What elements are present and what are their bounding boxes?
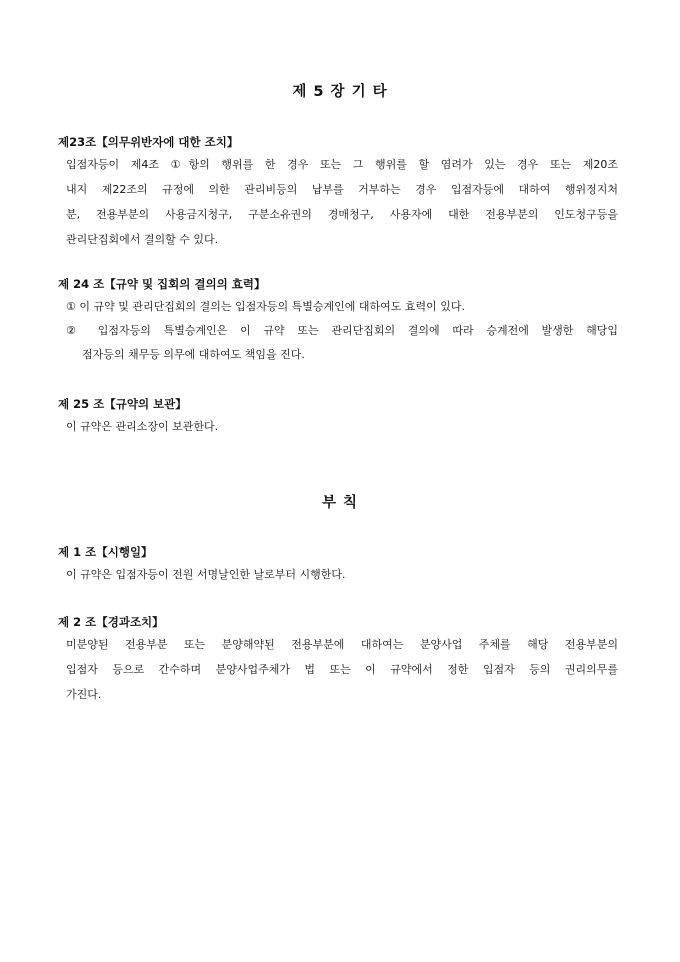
addendum-article-2-line-3: 가진다. — [66, 688, 102, 701]
addendum-article-1-heading: 제 1 조【시행일】 — [58, 545, 153, 559]
addendum-article-2-heading: 제 2 조【경과조치】 — [58, 615, 164, 629]
article-23-line-1: 입점자등이 제4조 ①항의 행위를 한 경우 또는 그 행위를 할 염려가 있는 경우 또는 제20조 — [66, 158, 618, 171]
addendum-article-2-line-1: 미분양된 전용부분 또는 분양해약된 전용부분에 대하여는 분양사업 주체를 해당 전용부분의 — [66, 638, 618, 651]
article-25-text: 이 규약은 관리소장이 보관한다. — [66, 420, 219, 433]
article-23-line-2: 내지 제22조의 규정에 의한 관리비등의 납부를 거부하는 경우 입점자등에 대하여 행위정지처 — [66, 183, 618, 196]
article-23-line-3: 분, 전용부분의 사용금지청구, 구분소유권의 경매청구, 사용자에 대한 전용부분의 인도청구등을 — [66, 208, 618, 221]
article-25-heading: 제 25 조【규약의 보관】 — [58, 397, 187, 411]
article-24-heading: 제 24 조【규약 및 집회의 결의의 효력】 — [58, 277, 266, 291]
article-24-item-2-line-2: 점자등의 채무등 의무에 대하여도 책임을 진다. — [82, 348, 305, 361]
article-24-item-1: ① 이 규약 및 관리단집회의 결의는 입점자등의 특별승계인에 대하여도 효력이 있다. — [66, 300, 465, 313]
article-23-heading: 제23조【의무위반자에 대한 조치】 — [58, 135, 239, 149]
article-24-item-2-line-1: ② 입점자등의 특별승계인은 이 규약 또는 관리단집회의 결의에 따라 승계전에 발생한 해당입 — [66, 324, 618, 337]
article-23-line-4: 관리단집회에서 결의할 수 있다. — [66, 233, 219, 246]
addendum-article-1-text: 이 규약은 입점자등이 전원 서명날인한 날로부터 시행한다. — [66, 568, 346, 581]
chapter-title: 제 5 장 기 타 — [292, 84, 388, 100]
addendum-title: 부 칙 — [321, 495, 359, 511]
addendum-article-2-line-2: 입점자 등으로 간수하며 분양사업주체가 법 또는 이 규약에서 정한 입점자 등의 권리의무를 — [66, 663, 618, 676]
